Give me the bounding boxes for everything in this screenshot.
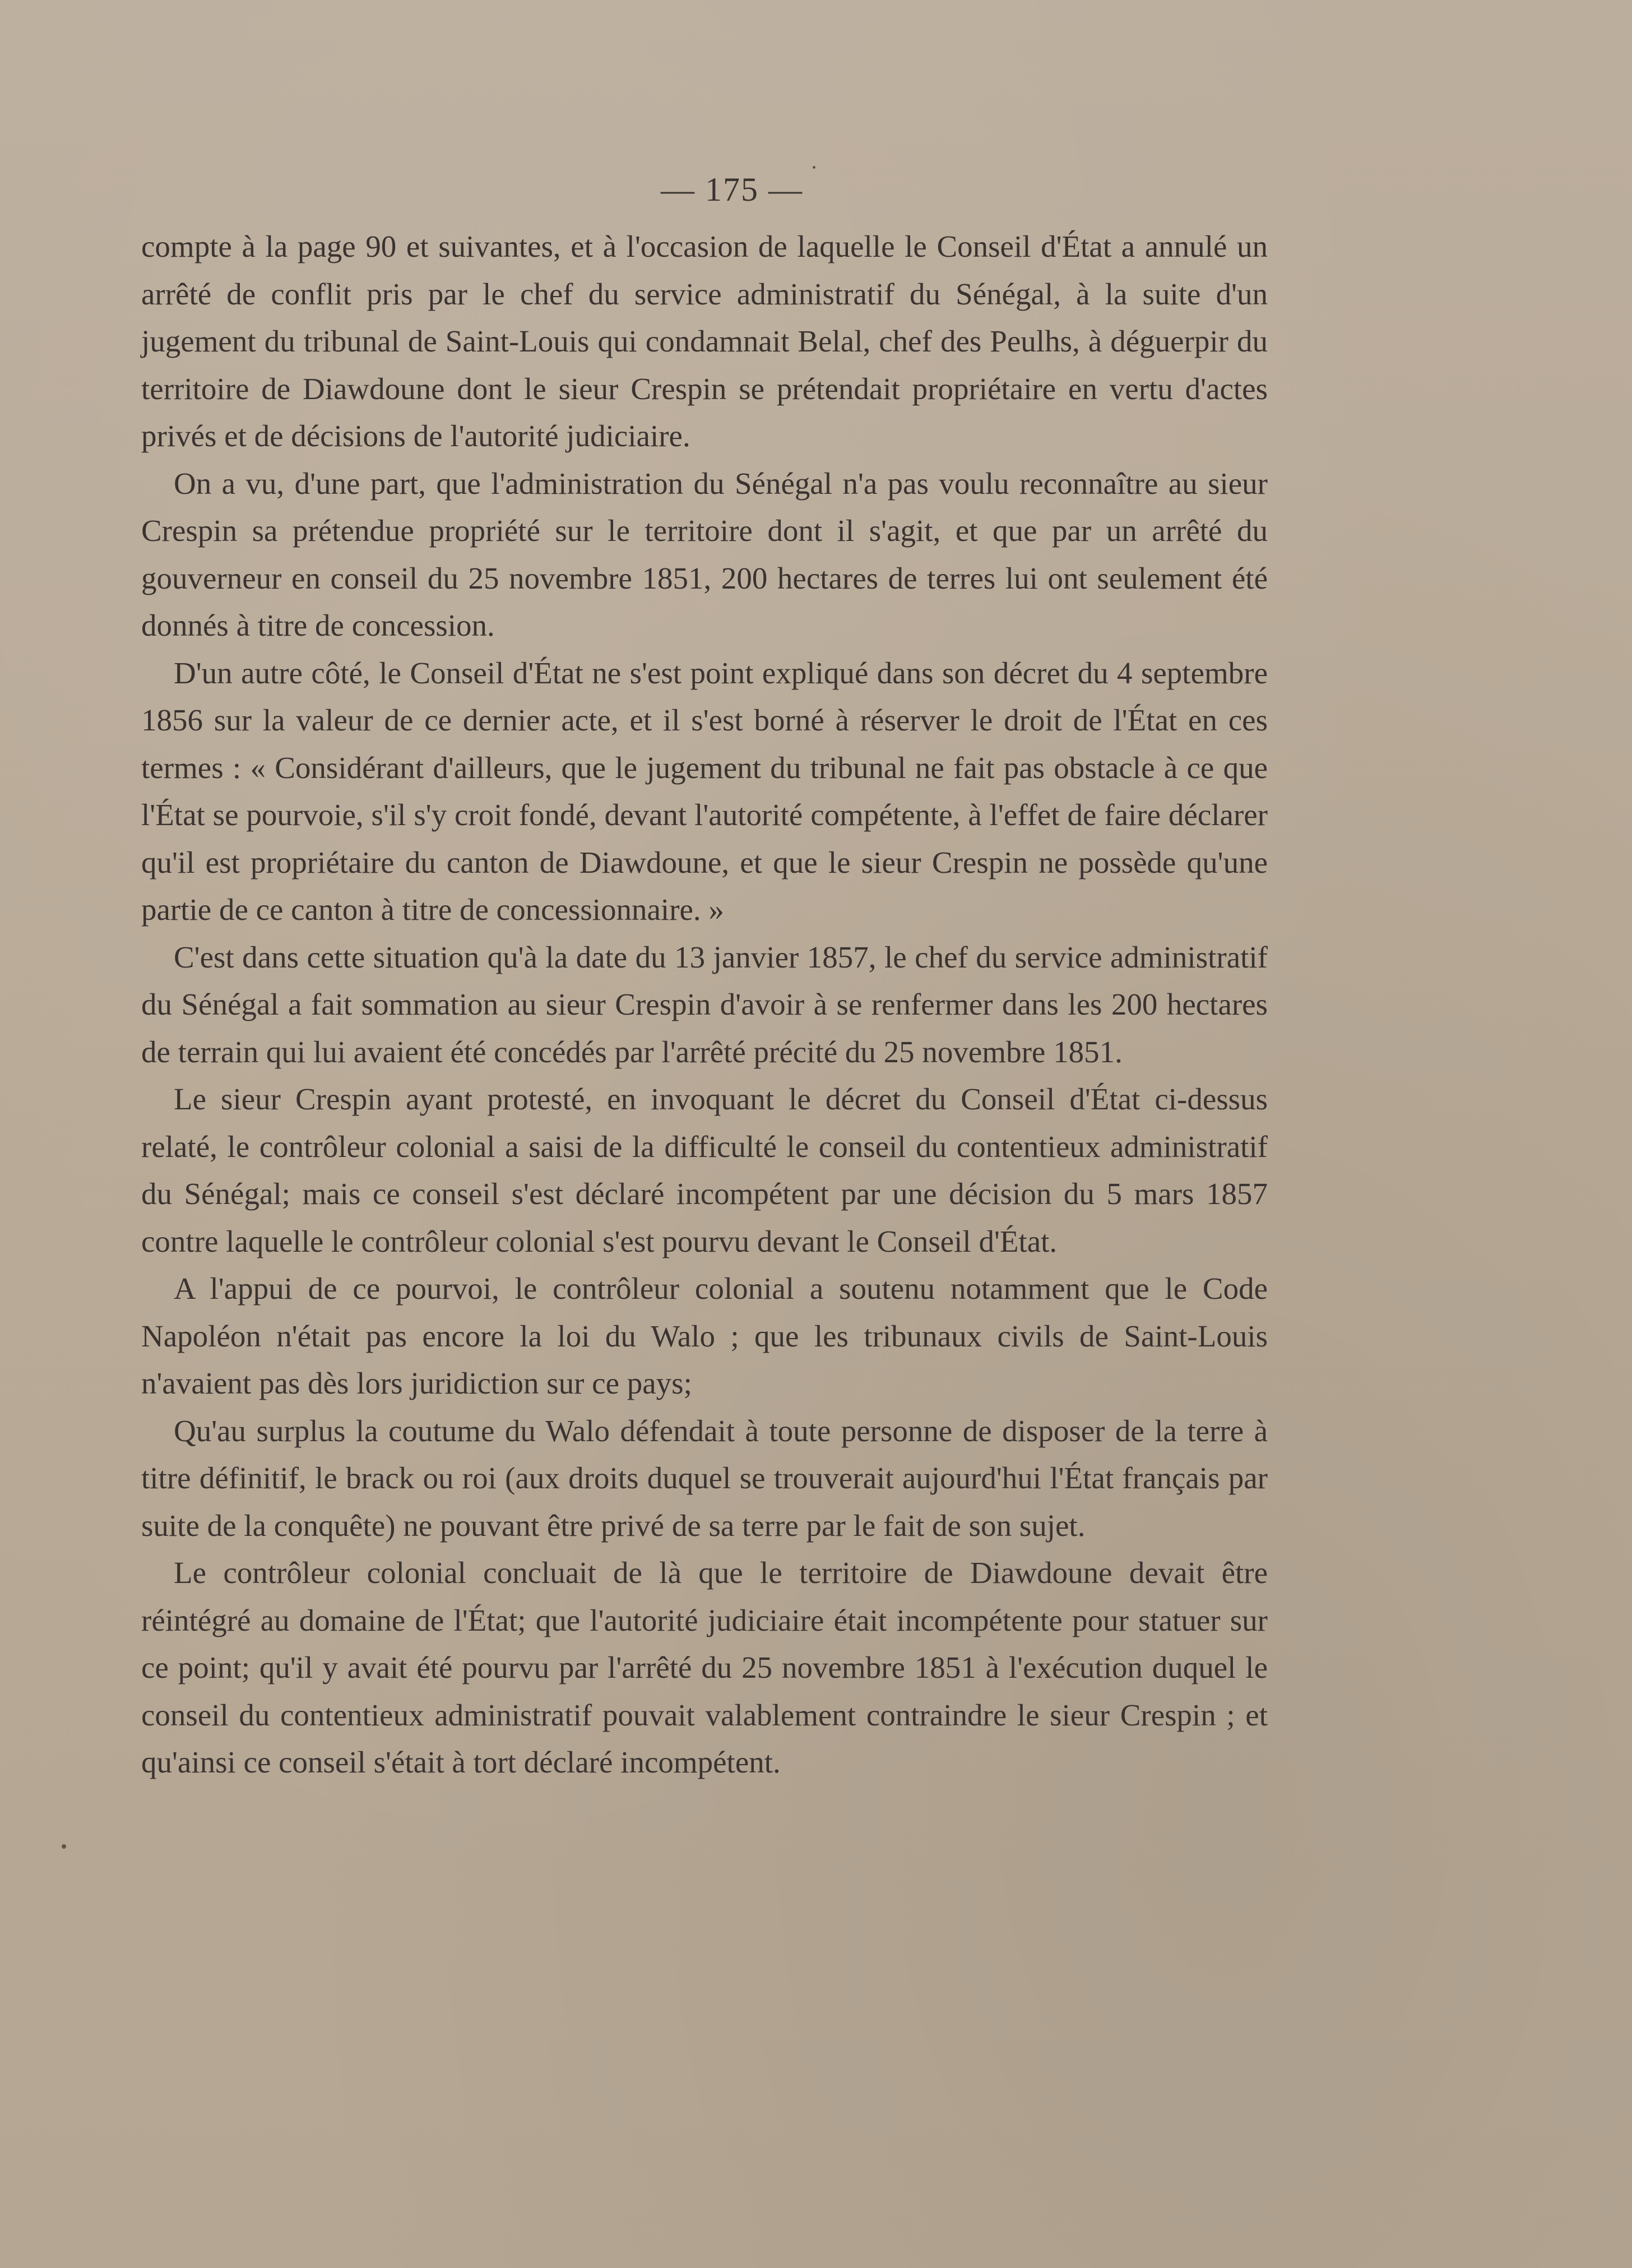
paragraph: Le sieur Crespin ayant protesté, en invoquant le décret du Conseil d'État ci-dessus relaté, le contrôleur colonial a saisi de la difficulté le conseil du contentieux administratif du Sénégal; mais ce conseil s'est déclaré incompétent par une décision du 5 mars 1857 contre laquelle le contrôleur colonial s'est pourvu devant le Conseil d'État. — [141, 1082, 1268, 1258]
ink-speck — [62, 1844, 66, 1849]
paragraph: compte à la page 90 et suivantes, et à l'occasion de laquelle le Conseil d'État a annulé un arrêté de conflit pris par le chef du service administratif du Sénégal, à la suite d'un jugement du tribunal de Saint-Louis qui condamnait Belal, chef des Peulhs, à déguerpir du territoire de Diawdoune dont le sieur Crespin se prétendait propriétaire en vertu d'actes privés et de décisions de l'autorité judiciaire. — [141, 229, 1268, 453]
paragraph: D'un autre côté, le Conseil d'État ne s'est point expliqué dans son décret du 4 septembre 1856 sur la valeur de ce dernier acte, et il s'est borné à réserver le droit de l'État en ces termes : « Considérant d'ailleurs, que le jugement du tribunal ne fait pas obstacle à ce que l'État se pourvoie, s'il s'y croit fondé, devant l'autorité compétente, à l'effet de faire déclarer qu'il est propriétaire du canton de Diawdoune, et que le sieur Crespin ne possède qu'une partie de ce canton à titre de concessionnaire. » — [141, 655, 1268, 927]
ink-speck — [813, 166, 815, 169]
paragraph: Le contrôleur colonial concluait de là que le territoire de Diawdoune devait être réintégré au domaine de l'État; que l'autorité judiciaire était incompétente pour statuer sur ce point; qu'il y avait été pourvu par l'arrêté du 25 novembre 1851 à l'exécution duquel le conseil du contentieux administratif pouvait valablement contraindre le sieur Crespin ; et qu'ainsi ce conseil s'était à tort déclaré incompétent. — [141, 1556, 1268, 1779]
paragraph: On a vu, d'une part, que l'administration du Sénégal n'a pas voulu reconnaître au sieur Crespin sa prétendue propriété sur le territoire dont il s'agit, et que par un arrêté du gouverneur en conseil du 25 novembre 1851, 200 hectares de terres lui ont seulement été donnés à titre de concession. — [141, 466, 1268, 642]
paragraph: C'est dans cette situation qu'à la date du 13 janvier 1857, le chef du service administratif du Sénégal a fait sommation au sieur Crespin d'avoir à se renfermer dans les 200 hectares de terrain qui lui avaient été concédés par l'arrêté précité du 25 novembre 1851. — [141, 939, 1268, 1069]
body-text — [141, 223, 1268, 1786]
paragraph: Qu'au surplus la coutume du Walo défendait à toute personne de disposer de la terre à titre définitif, le brack ou roi (aux droits duquel se trouverait aujourd'hui l'État français par suite de la conquête) ne pouvant être privé de sa terre par le fait de son sujet. — [141, 1413, 1268, 1543]
paragraph: A l'appui de ce pourvoi, le contrôleur colonial a soutenu notamment que le Code Napoléon n'était pas encore la loi du Walo ; que les tribunaux civils de Saint-Louis n'avaient pas dès lors juridiction sur ce pays; — [141, 1271, 1268, 1400]
page-number: — 175 — — [661, 171, 803, 208]
